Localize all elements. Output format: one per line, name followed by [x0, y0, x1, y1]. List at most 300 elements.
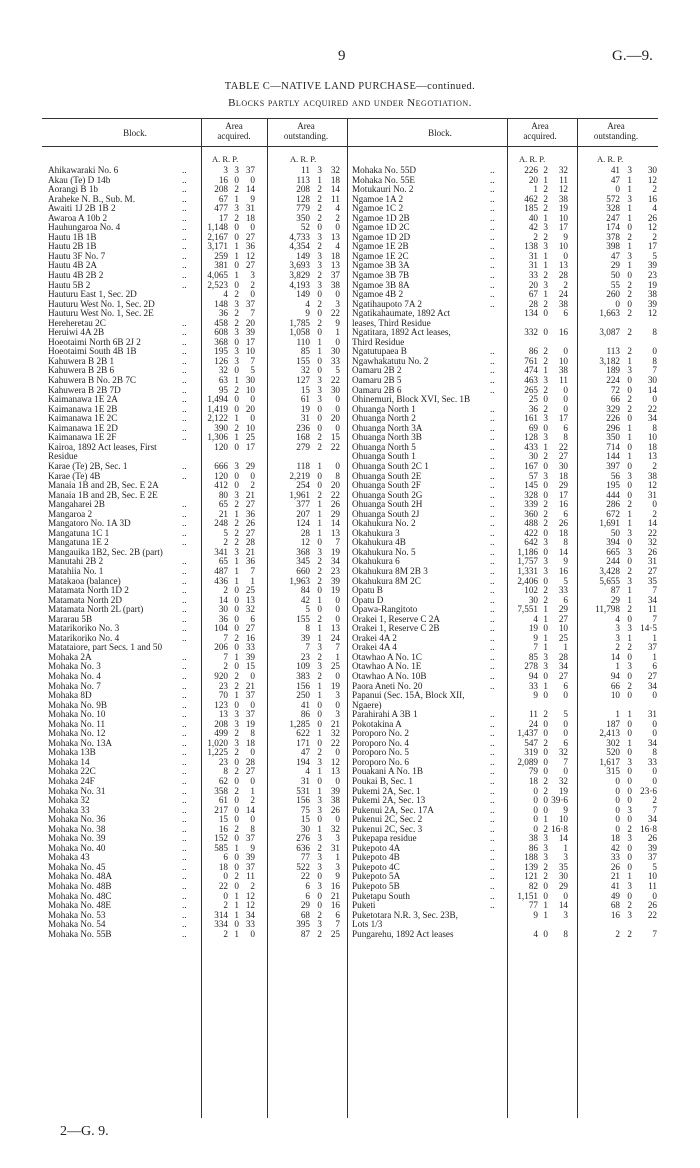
acquired-roods: 0: [234, 662, 239, 672]
acquired-roods: 2: [543, 500, 548, 510]
acquired-roods: 3: [234, 738, 239, 748]
table-row: [352, 748, 660, 758]
outstanding-perches: 23·6: [640, 786, 657, 796]
block-name: Mohaka No. 48C: [48, 891, 112, 901]
outstanding-roods: 1: [627, 872, 632, 882]
outstanding-perches: 22: [647, 528, 657, 538]
leader-dots: ..: [490, 175, 495, 185]
acquired-acres: 920: [214, 671, 228, 681]
outstanding-roods: 0: [317, 815, 322, 825]
block-name: Ahikawaraki No. 6: [48, 166, 119, 175]
table-row: [352, 882, 660, 892]
block-name: Matamata North 2L (part): [48, 605, 144, 615]
leader-dots: ..: [182, 213, 187, 223]
acquired-roods: 2: [543, 204, 548, 214]
table-row: [352, 242, 660, 252]
block-name: Pukepoto 4A: [352, 843, 401, 853]
block-name: Mararau 5B: [48, 614, 93, 624]
block-name: Ohuanga North 1: [352, 404, 416, 414]
acquired-perches: 27: [558, 614, 568, 624]
outstanding-roods: 1: [627, 423, 632, 433]
acquired-perches: 28: [558, 271, 568, 281]
acquired-roods: 1: [234, 652, 239, 662]
outstanding-perches: 19: [330, 681, 340, 691]
outstanding-roods: 2: [627, 309, 632, 319]
outstanding-roods: 2: [627, 290, 632, 300]
outstanding-roods: 2: [627, 404, 632, 414]
outstanding-perches: 7: [652, 614, 657, 624]
table-row: [48, 853, 348, 863]
acquired-roods: 2: [543, 595, 548, 605]
outstanding-perches: 7: [652, 805, 657, 815]
acquired-roods: 2: [543, 710, 548, 720]
outstanding-perches: 0: [335, 614, 340, 624]
table-row: [352, 290, 660, 300]
outstanding-perches: 9: [335, 318, 340, 328]
acquired-roods: 1: [543, 614, 548, 624]
outstanding-roods: 1: [627, 433, 632, 443]
outstanding-perches: 0: [652, 395, 657, 405]
acquired-acres: 120: [214, 442, 228, 452]
outstanding-acres: 4,733: [289, 232, 310, 242]
outstanding-perches: 0: [335, 671, 340, 681]
leader-dots: ..: [490, 442, 495, 452]
outstanding-roods: 1: [627, 242, 632, 252]
outstanding-perches: 25: [330, 662, 340, 672]
leader-dots: ..: [182, 251, 187, 261]
outstanding-acres: 149: [296, 290, 310, 300]
block-name: Ngawhakatutu No. 2: [352, 356, 429, 366]
outstanding-perches: 3: [335, 862, 340, 872]
outstanding-roods: 0: [627, 538, 632, 548]
outstanding-acres: 236: [296, 423, 310, 433]
acquired-perches: 29: [245, 461, 255, 471]
block-name: Ngamoe 3B 3A: [352, 261, 410, 271]
leader-dots: ..: [490, 356, 495, 366]
block-name: Matataiore, part Secs. 1 and 50: [48, 643, 163, 653]
acquired-acres: 278: [524, 662, 538, 672]
acquired-acres: 82: [528, 882, 538, 892]
block-name: Mohaka No. 40: [48, 843, 106, 853]
outstanding-roods: 1: [627, 452, 632, 462]
acquired-roods: 1: [234, 242, 239, 252]
table-row: [352, 223, 660, 233]
acquired-acres: 36: [218, 309, 228, 319]
leader-dots: ..: [182, 538, 187, 548]
leader-dots: ..: [490, 385, 495, 395]
block-name: Ohuanga North 5: [352, 442, 416, 452]
outstanding-acres: 622: [296, 729, 310, 739]
leader-dots: ..: [182, 280, 187, 290]
outstanding-acres: 189: [606, 366, 620, 376]
outstanding-perches: 35: [647, 576, 657, 586]
acquired-roods: 3: [234, 490, 239, 500]
outstanding-roods: 0: [317, 710, 322, 720]
block-name: Ngamoe 1E 2C: [352, 251, 409, 261]
block-name: Mohaka 2A: [48, 652, 92, 662]
acquired-roods: 1: [543, 681, 548, 691]
acquired-roods: 2: [234, 786, 239, 796]
outstanding-perches: 7: [652, 366, 657, 376]
block-name: Mohaka No. 55B: [48, 929, 112, 939]
outstanding-acres: 0: [615, 185, 620, 195]
block-name: Hauturu West No. 1, Sec. 2D: [48, 299, 155, 309]
leader-dots: ..: [490, 786, 495, 796]
acquired-acres: 332: [524, 328, 538, 338]
acquired-perches: 27: [558, 671, 568, 681]
outstanding-acres: 32: [300, 366, 310, 376]
outstanding-perches: 3: [335, 691, 340, 701]
acquired-perches: 37: [245, 166, 255, 175]
outstanding-perches: 12: [647, 481, 657, 491]
table-row: [48, 911, 348, 921]
acquired-acres: 85: [528, 652, 538, 662]
outstanding-acres: 156: [296, 681, 310, 691]
leader-dots: ..: [182, 872, 187, 882]
document-reference: G.—9.: [612, 48, 653, 64]
leader-dots: ..: [182, 595, 187, 605]
table-row: [48, 806, 348, 816]
outstanding-perches: 25: [330, 929, 340, 939]
acquired-perches: 36: [245, 242, 255, 252]
acquired-roods: 1: [234, 509, 239, 519]
table-row: [352, 319, 660, 329]
block-name: Okahukura No. 5: [352, 547, 416, 557]
outstanding-acres: 520: [606, 748, 620, 758]
block-name: Hoeotaimi North 6B 2J 2: [48, 337, 141, 347]
outstanding-acres: 394: [606, 538, 620, 548]
acquired-acres: 8: [223, 767, 228, 777]
outstanding-perches: 39: [647, 299, 657, 309]
table-row: [352, 672, 660, 682]
block-name: Mohaka No. 36: [48, 815, 106, 825]
outstanding-acres: 1,285: [289, 719, 310, 729]
acquired-perches: 32: [558, 748, 568, 758]
outstanding-roods: 3: [627, 576, 632, 586]
block-name: Mohaka No. 31: [48, 786, 106, 796]
acquired-acres: 31: [528, 251, 538, 261]
table-row: [48, 548, 348, 558]
outstanding-roods: 0: [627, 614, 632, 624]
acquired-roods: 1: [234, 376, 239, 386]
outstanding-acres: 187: [606, 719, 620, 729]
outstanding-perches: 0: [335, 395, 340, 405]
acquired-acres: 477: [214, 204, 228, 214]
outstanding-acres: 195: [606, 481, 620, 491]
acquired-roods: 1: [543, 442, 548, 452]
acquired-acres: 126: [214, 356, 228, 366]
acquired-roods: 0: [234, 853, 239, 863]
outstanding-acres: 3,087: [599, 328, 620, 338]
acquired-roods: 0: [543, 805, 548, 815]
leader-dots: ..: [490, 710, 495, 720]
leader-dots: ..: [182, 509, 187, 519]
leader-dots: ..: [490, 290, 495, 300]
outstanding-acres: 52: [300, 223, 310, 233]
acquired-acres: 167: [524, 461, 538, 471]
acquired-acres: 0: [533, 796, 538, 806]
leader-dots: ..: [490, 280, 495, 290]
acquired-roods: 1: [543, 605, 548, 615]
outstanding-perches: 12: [330, 757, 340, 767]
acquired-perches: 12: [245, 901, 255, 911]
outstanding-roods: 2: [627, 280, 632, 290]
outstanding-roods: 0: [317, 901, 322, 911]
outstanding-perches: 34: [647, 595, 657, 605]
acquired-acres: 20: [528, 175, 538, 185]
outstanding-roods: 1: [317, 681, 322, 691]
acquired-acres: 3,171: [207, 242, 228, 252]
acquired-roods: 3: [543, 853, 548, 863]
outstanding-roods: 0: [317, 414, 322, 424]
acquired-perches: 25: [245, 433, 255, 443]
acquired-perches: 5: [563, 710, 568, 720]
acquired-perches: 38: [558, 194, 568, 204]
outstanding-acres: 368: [296, 547, 310, 557]
table-row: [48, 586, 348, 596]
leader-dots: ..: [490, 528, 495, 538]
outstanding-perches: 14: [330, 519, 340, 529]
block-name: Mohaka 14: [48, 757, 90, 767]
table-row: [48, 300, 348, 310]
outstanding-perches: 7: [652, 586, 657, 596]
header-area-acquired-left: Area acquired.: [217, 121, 251, 141]
table-row: [352, 911, 660, 921]
table-row: [48, 386, 348, 396]
acquired-roods: 0: [234, 796, 239, 806]
leader-dots: ..: [490, 251, 495, 261]
outstanding-roods: 0: [627, 385, 632, 395]
outstanding-acres: 244: [606, 557, 620, 567]
acquired-perches: 0: [563, 691, 568, 701]
acquired-roods: 0: [543, 490, 548, 500]
outstanding-roods: 2: [317, 213, 322, 223]
outstanding-acres: 0: [615, 796, 620, 806]
outstanding-acres: 636: [296, 843, 310, 853]
table-row: [48, 185, 348, 195]
outstanding-acres: 260: [606, 290, 620, 300]
outstanding-roods: 0: [627, 767, 632, 777]
outstanding-acres: 572: [606, 194, 620, 204]
acquired-acres: 63: [218, 376, 228, 386]
table-row: [48, 481, 348, 491]
acquired-acres: 2: [533, 232, 538, 242]
leader-dots: ..: [490, 862, 495, 872]
outstanding-roods: 0: [627, 796, 632, 806]
acquired-acres: 1,186: [517, 547, 538, 557]
acquired-perches: 9: [250, 194, 255, 204]
leader-dots: ..: [182, 891, 187, 901]
block-name: Puketi: [352, 901, 376, 911]
block-name: Mohaka 22C: [48, 767, 96, 777]
acquired-perches: 34: [558, 662, 568, 672]
table-row: [48, 720, 348, 730]
acquired-roods: 2: [543, 738, 548, 748]
outstanding-acres: 155: [296, 614, 310, 624]
block-name: Heruiwi 4A 2B: [48, 328, 105, 338]
acquired-roods: 0: [234, 882, 239, 892]
leader-dots: ..: [182, 815, 187, 825]
acquired-acres: 1,331: [517, 566, 538, 576]
block-name: Pukepoto 5B: [352, 882, 400, 892]
outstanding-roods: 3: [627, 805, 632, 815]
leader-dots: ..: [182, 519, 187, 529]
table-row: [48, 242, 348, 252]
table-row: [352, 844, 660, 854]
table-row: [48, 491, 348, 501]
table-row: [352, 376, 660, 386]
leader-dots: ..: [490, 299, 495, 309]
outstanding-roods: 0: [627, 719, 632, 729]
block-name: Matahiia No. 1: [48, 566, 104, 576]
leader-dots: ..: [182, 223, 187, 233]
leader-dots: ..: [182, 232, 187, 242]
outstanding-perches: 37: [330, 271, 340, 281]
acquired-roods: 0: [543, 423, 548, 433]
leader-dots: ..: [490, 271, 495, 281]
acquired-perches: 27: [245, 767, 255, 777]
acquired-acres: 152: [214, 834, 228, 844]
table-row: [48, 433, 348, 443]
acquired-roods: 0: [234, 700, 239, 710]
outstanding-perches: 7: [335, 643, 340, 653]
acquired-acres: 381: [214, 261, 228, 271]
outstanding-acres: 194: [296, 757, 310, 767]
block-name: Kahuwera B 2B 6: [48, 366, 115, 376]
outstanding-perches: 0: [652, 691, 657, 701]
outstanding-perches: 31: [330, 843, 340, 853]
block-name: Okahukura 4B: [352, 538, 406, 548]
outstanding-perches: 7: [335, 538, 340, 548]
outstanding-perches: 39: [330, 786, 340, 796]
acquired-perches: 0: [250, 471, 255, 481]
block-name: Papanui (Sec. 15A, Block XII,: [352, 691, 465, 701]
outstanding-roods: 0: [317, 605, 322, 615]
acquired-acres: 195: [214, 347, 228, 357]
outstanding-perches: 11: [648, 605, 657, 615]
outstanding-acres: 3,829: [289, 271, 310, 281]
acquired-perches: 26: [558, 519, 568, 529]
leader-dots: ..: [182, 414, 187, 424]
table-row: [48, 892, 348, 902]
outstanding-roods: 0: [627, 414, 632, 424]
outstanding-roods: 0: [317, 719, 322, 729]
table-row: [352, 529, 660, 539]
outstanding-acres: 14: [610, 652, 620, 662]
leader-dots: ..: [182, 805, 187, 815]
outstanding-acres: 18: [610, 834, 620, 844]
outstanding-perches: 32: [647, 538, 657, 548]
outstanding-acres: 87: [300, 929, 310, 939]
acquired-perches: 9: [563, 557, 568, 567]
outstanding-perches: 26: [330, 500, 340, 510]
table-row: [48, 529, 348, 539]
table-row: [48, 281, 348, 291]
header-block-right: Block.: [428, 128, 452, 138]
table-row: [48, 787, 348, 797]
block-name: Orakei 1, Reserve C 2A: [352, 614, 441, 624]
outstanding-roods: 0: [627, 786, 632, 796]
acquired-acres: 161: [524, 414, 538, 424]
table-row: [352, 720, 660, 730]
acquired-perches: 9: [250, 843, 255, 853]
outstanding-acres: 395: [296, 920, 310, 930]
leader-dots: ..: [490, 853, 495, 863]
outstanding-perches: 13: [330, 261, 340, 271]
units-outstanding-left: A. R. P.: [290, 154, 317, 164]
acquired-roods: 2: [234, 519, 239, 529]
outstanding-perches: 39: [647, 843, 657, 853]
acquired-roods: 0: [543, 748, 548, 758]
outstanding-acres: 127: [296, 376, 310, 386]
acquired-acres: 474: [524, 366, 538, 376]
block-name: Kaimanawa 1E 2D: [48, 423, 118, 433]
block-name: Ohuanga South 2G: [352, 490, 423, 500]
acquired-roods: 1: [234, 557, 239, 567]
block-name: Mohaka No. 7: [48, 681, 101, 691]
outstanding-roods: 1: [627, 633, 632, 643]
table-row: [48, 510, 348, 520]
acquired-roods: 0: [234, 442, 239, 452]
outstanding-roods: 1: [317, 509, 322, 519]
outstanding-perches: 2: [652, 461, 657, 471]
outstanding-acres: 0: [615, 805, 620, 815]
block-name: Ngaere): [352, 700, 382, 710]
acquired-roods: 1: [234, 271, 239, 281]
outstanding-roods: 3: [317, 853, 322, 863]
acquired-perches: 7: [563, 757, 568, 767]
table-row: [48, 815, 348, 825]
leader-dots: ..: [182, 557, 187, 567]
outstanding-perches: 13: [330, 528, 340, 538]
outstanding-perches: 8: [652, 328, 657, 338]
outstanding-roods: 3: [317, 862, 322, 872]
outstanding-perches: 15: [330, 433, 340, 443]
acquired-acres: 67: [528, 290, 538, 300]
leader-dots: ..: [490, 633, 495, 643]
leader-dots: ..: [182, 824, 187, 834]
outstanding-perches: 31: [647, 557, 657, 567]
acquired-acres: 2: [223, 586, 228, 596]
outstanding-perches: 0: [335, 337, 340, 347]
acquired-perches: 0: [250, 777, 255, 786]
acquired-acres: 334: [214, 920, 228, 930]
acquired-perches: 30: [558, 461, 568, 471]
acquired-perches: 10: [558, 356, 568, 366]
acquired-roods: 0: [543, 547, 548, 557]
leader-dots: ..: [490, 452, 495, 462]
outstanding-perches: 16: [330, 882, 340, 892]
acquired-perches: 1: [563, 843, 568, 853]
acquired-roods: 2: [234, 309, 239, 319]
acquired-perches: 24: [558, 290, 568, 300]
acquired-roods: 2: [543, 194, 548, 204]
block-name: Ohuanga South 2H: [352, 500, 423, 510]
table-row: [352, 491, 660, 501]
block-name: Paora Aneti No. 20: [352, 681, 423, 691]
outstanding-perches: 0: [652, 891, 657, 901]
outstanding-perches: 32: [330, 166, 340, 175]
acquired-perches: 25: [245, 586, 255, 596]
acquired-roods: 2: [543, 862, 548, 872]
acquired-perches: 8: [563, 538, 568, 548]
outstanding-acres: 15: [300, 815, 310, 825]
table-row: [352, 481, 660, 491]
outstanding-perches: 0: [335, 700, 340, 710]
table-row: [48, 682, 348, 692]
outstanding-roods: 1: [627, 738, 632, 748]
acquired-acres: 328: [524, 490, 538, 500]
